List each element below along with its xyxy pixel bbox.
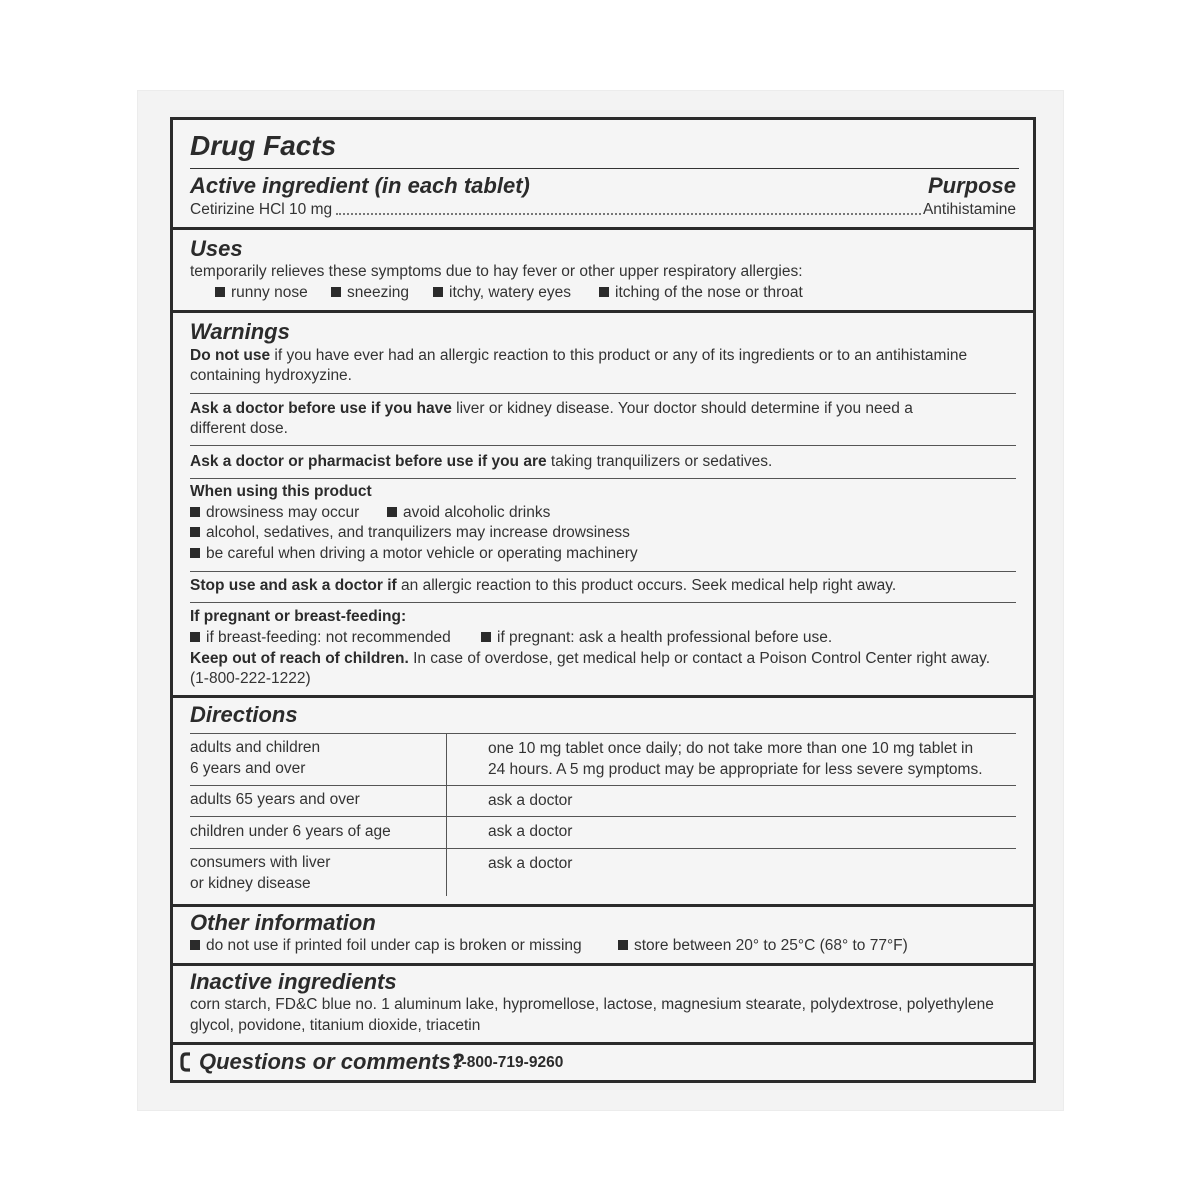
active-ingredient-heading: Active ingredient (in each tablet) [190,173,530,198]
section-divider [173,1042,1033,1045]
directions-table-top [190,733,1016,734]
inactive-ingredients-heading: Inactive ingredients [190,969,397,994]
bullet-icon [190,527,200,537]
section-divider [173,227,1033,230]
bullet-icon [481,632,491,642]
ask-doctor-label: Ask a doctor before use if you have [190,400,452,417]
inactive-ingredients-text: corn starch, FD&C blue no. 1 aluminum lake, hypromellose, lactose, magnesium stearate, polydextrose, polyethylene [190,996,994,1013]
when-using-item [190,503,359,524]
do-not-use-label: Do not use [190,347,271,364]
other-info-item-text: do not use if printed foil under cap is broken or missing [206,937,582,954]
poison-control-phone: (1-800-222-1222) [190,670,311,687]
section-divider [173,695,1033,698]
uses-item [215,283,308,304]
drug-facts-panel [170,117,1036,1083]
uses-item-text: itchy, watery eyes [449,284,572,301]
bullet-icon [618,940,628,950]
bullet-icon [190,548,200,558]
pregnant-item-text: if pregnant: ask a health professional before use. [497,629,833,646]
inactive-ingredients-text-cont: glycol, povidone, titanium dioxide, triacetin [190,1017,481,1034]
dot-leader [336,200,921,220]
uses-item-text: sneezing [347,284,410,301]
uses-item-text: itching of the nose or throat [615,284,803,301]
pregnant-item [481,628,832,649]
when-using-heading: When using this product [190,483,372,500]
active-ingredient-name: Cetirizine HCl 10 mg [190,201,333,218]
do-not-use-warning [190,346,967,367]
directions-row-divider [190,848,1016,849]
stop-use-text: an allergic reaction to this product occurs. Seek medical help right away. [401,577,897,594]
other-info-item [190,936,582,957]
warning-divider [190,393,1016,394]
pregnant-heading: If pregnant or breast-feeding: [190,608,407,625]
uses-item [331,283,409,304]
directions-dose: 24 hours. A 5 mg product may be appropriate for less severe symptoms. [488,761,983,778]
directions-who: 6 years and over [190,760,306,777]
when-using-item [190,544,638,565]
other-info-item [618,936,908,957]
active-ingredient-purpose: Antihistamine [922,201,1016,218]
purpose-heading: Purpose [927,173,1016,198]
ask-doctor-warning-cont: different dose. [190,420,288,437]
ask-doctor-warning [190,399,913,420]
do-not-use-warning-cont: containing hydroxyzine. [190,367,352,384]
when-using-item [190,523,630,544]
bullet-icon [387,507,397,517]
do-not-use-text: if you have ever had an allergic reaction to this product or any of its ingredients or to an antihistamine [274,347,968,364]
bullet-icon [599,287,609,297]
directions-dose: ask a doctor [488,855,573,872]
warning-divider [190,602,1016,603]
directions-dose: ask a doctor [488,823,573,840]
directions-heading: Directions [190,702,298,727]
other-info-heading: Other information [190,910,376,935]
ask-pharmacist-text: taking tranquilizers or sedatives. [550,453,773,470]
directions-who: or kidney disease [190,875,311,892]
when-using-item-text: avoid alcoholic drinks [403,504,551,521]
warning-divider [190,478,1016,479]
pregnant-item-text: if breast-feeding: not recommended [206,629,451,646]
title-divider [190,168,1019,169]
ask-pharmacist-warning [190,452,772,473]
ask-doctor-text: liver or kidney disease. Your doctor should determine if you need a [456,400,913,417]
warning-divider [190,571,1016,572]
directions-who: adults and children [190,739,321,756]
bullet-icon [433,287,443,297]
bullet-icon [215,287,225,297]
drug-facts-title: Drug Facts [190,130,337,161]
when-using-item-text: drowsiness may occur [206,504,360,521]
uses-item-text: runny nose [231,284,308,301]
directions-row-divider [190,785,1016,786]
directions-who: consumers with liver [190,854,331,871]
directions-who: adults 65 years and over [190,791,360,808]
warnings-heading: Warnings [190,319,290,344]
bullet-icon [190,940,200,950]
warning-divider [190,445,1016,446]
uses-intro: temporarily relieves these symptoms due to hay fever or other upper respiratory allergies: [190,263,803,280]
directions-dose: ask a doctor [488,792,573,809]
directions-row-divider [190,816,1016,817]
section-divider [173,904,1033,907]
bullet-icon [331,287,341,297]
directions-column-divider [446,733,447,896]
when-using-item-text: alcohol, sedatives, and tranquilizers may increase drowsiness [206,524,630,541]
directions-dose: one 10 mg tablet once daily; do not take more than one 10 mg tablet in [488,740,974,757]
questions-phone: 1-800-719-9260 [453,1054,564,1071]
questions-heading: Questions or comments? [199,1049,465,1074]
when-using-item [387,503,550,524]
stop-use-warning [190,576,896,597]
keep-out-text: In case of overdose, get medical help or contact a Poison Control Center right away. [413,650,991,667]
ask-pharmacist-label: Ask a doctor or pharmacist before use if you are [190,453,547,470]
keep-out-warning [190,649,990,670]
section-divider [173,963,1033,966]
directions-who: children under 6 years of age [190,823,391,840]
when-using-item-text: be careful when driving a motor vehicle or operating machinery [206,545,638,562]
section-divider [173,310,1033,313]
bullet-icon [190,507,200,517]
stop-use-label: Stop use and ask a doctor if [190,577,397,594]
uses-item [599,283,803,304]
uses-heading: Uses [190,236,243,261]
phone-icon [175,1050,197,1074]
pregnant-item [190,628,451,649]
other-info-item-text: store between 20° to 25°C (68° to 77°F) [634,937,908,954]
bullet-icon [190,632,200,642]
keep-out-label: Keep out of reach of children. [190,650,409,667]
uses-item [433,283,571,304]
